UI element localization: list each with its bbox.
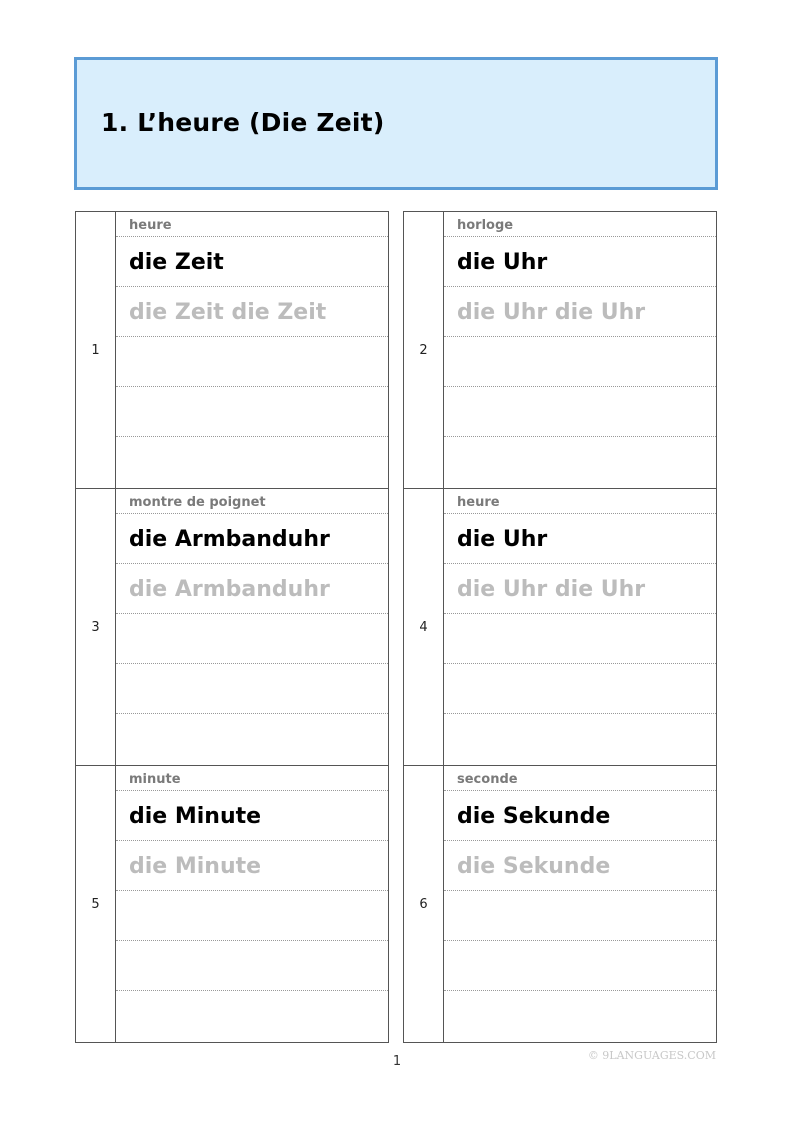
blank-writing-line (116, 664, 388, 714)
french-hint: minute (116, 766, 388, 791)
trace-text: die Zeit die Zeit (116, 287, 388, 337)
trace-text: die Sekunde (444, 841, 716, 891)
vocab-card-2 (403, 211, 717, 489)
german-word: die Zeit (116, 237, 388, 287)
trace-text: die Armbanduhr (116, 564, 388, 614)
entry-number: 5 (76, 766, 116, 1042)
entry-number: 4 (404, 489, 444, 765)
blank-writing-line (444, 714, 716, 764)
trace-text: die Uhr die Uhr (444, 564, 716, 614)
entry-number: 1 (76, 212, 116, 488)
french-hint: seconde (444, 766, 716, 791)
vocab-card-1 (75, 211, 389, 489)
vocabulary-grid (75, 211, 717, 1043)
blank-writing-line (444, 437, 716, 487)
blank-writing-line (444, 941, 716, 991)
vocab-card-3 (75, 489, 389, 766)
trace-text: die Minute (116, 841, 388, 891)
writing-rows (444, 766, 716, 1042)
entry-number: 6 (404, 766, 444, 1042)
french-hint: montre de poignet (116, 489, 388, 514)
german-word: die Minute (116, 791, 388, 841)
writing-rows (444, 489, 716, 765)
french-hint: heure (116, 212, 388, 237)
german-word: die Sekunde (444, 791, 716, 841)
blank-writing-line (116, 387, 388, 437)
german-word: die Uhr (444, 237, 716, 287)
french-hint: heure (444, 489, 716, 514)
entry-number: 3 (76, 489, 116, 765)
writing-rows (116, 212, 388, 488)
copyright-notice: © 9LANGUAGES.COM (587, 1049, 716, 1062)
blank-writing-line (116, 437, 388, 487)
blank-writing-line (116, 891, 388, 941)
entry-number: 2 (404, 212, 444, 488)
blank-writing-line (116, 941, 388, 991)
blank-writing-line (116, 337, 388, 387)
trace-text: die Uhr die Uhr (444, 287, 716, 337)
blank-writing-line (444, 991, 716, 1041)
vocab-card-4 (403, 489, 717, 766)
blank-writing-line (444, 337, 716, 387)
german-word: die Uhr (444, 514, 716, 564)
writing-rows (444, 212, 716, 488)
german-word: die Armbanduhr (116, 514, 388, 564)
writing-rows (116, 766, 388, 1042)
page-title: 1. L’heure (Die Zeit) (101, 108, 385, 137)
blank-writing-line (116, 991, 388, 1041)
title-banner (74, 57, 718, 190)
blank-writing-line (444, 891, 716, 941)
french-hint: horloge (444, 212, 716, 237)
writing-rows (116, 489, 388, 765)
blank-writing-line (444, 387, 716, 437)
blank-writing-line (444, 664, 716, 714)
page-number: 1 (392, 1054, 402, 1069)
vocab-card-6 (403, 766, 717, 1043)
blank-writing-line (116, 614, 388, 664)
vocab-card-5 (75, 766, 389, 1043)
blank-writing-line (116, 714, 388, 764)
blank-writing-line (444, 614, 716, 664)
